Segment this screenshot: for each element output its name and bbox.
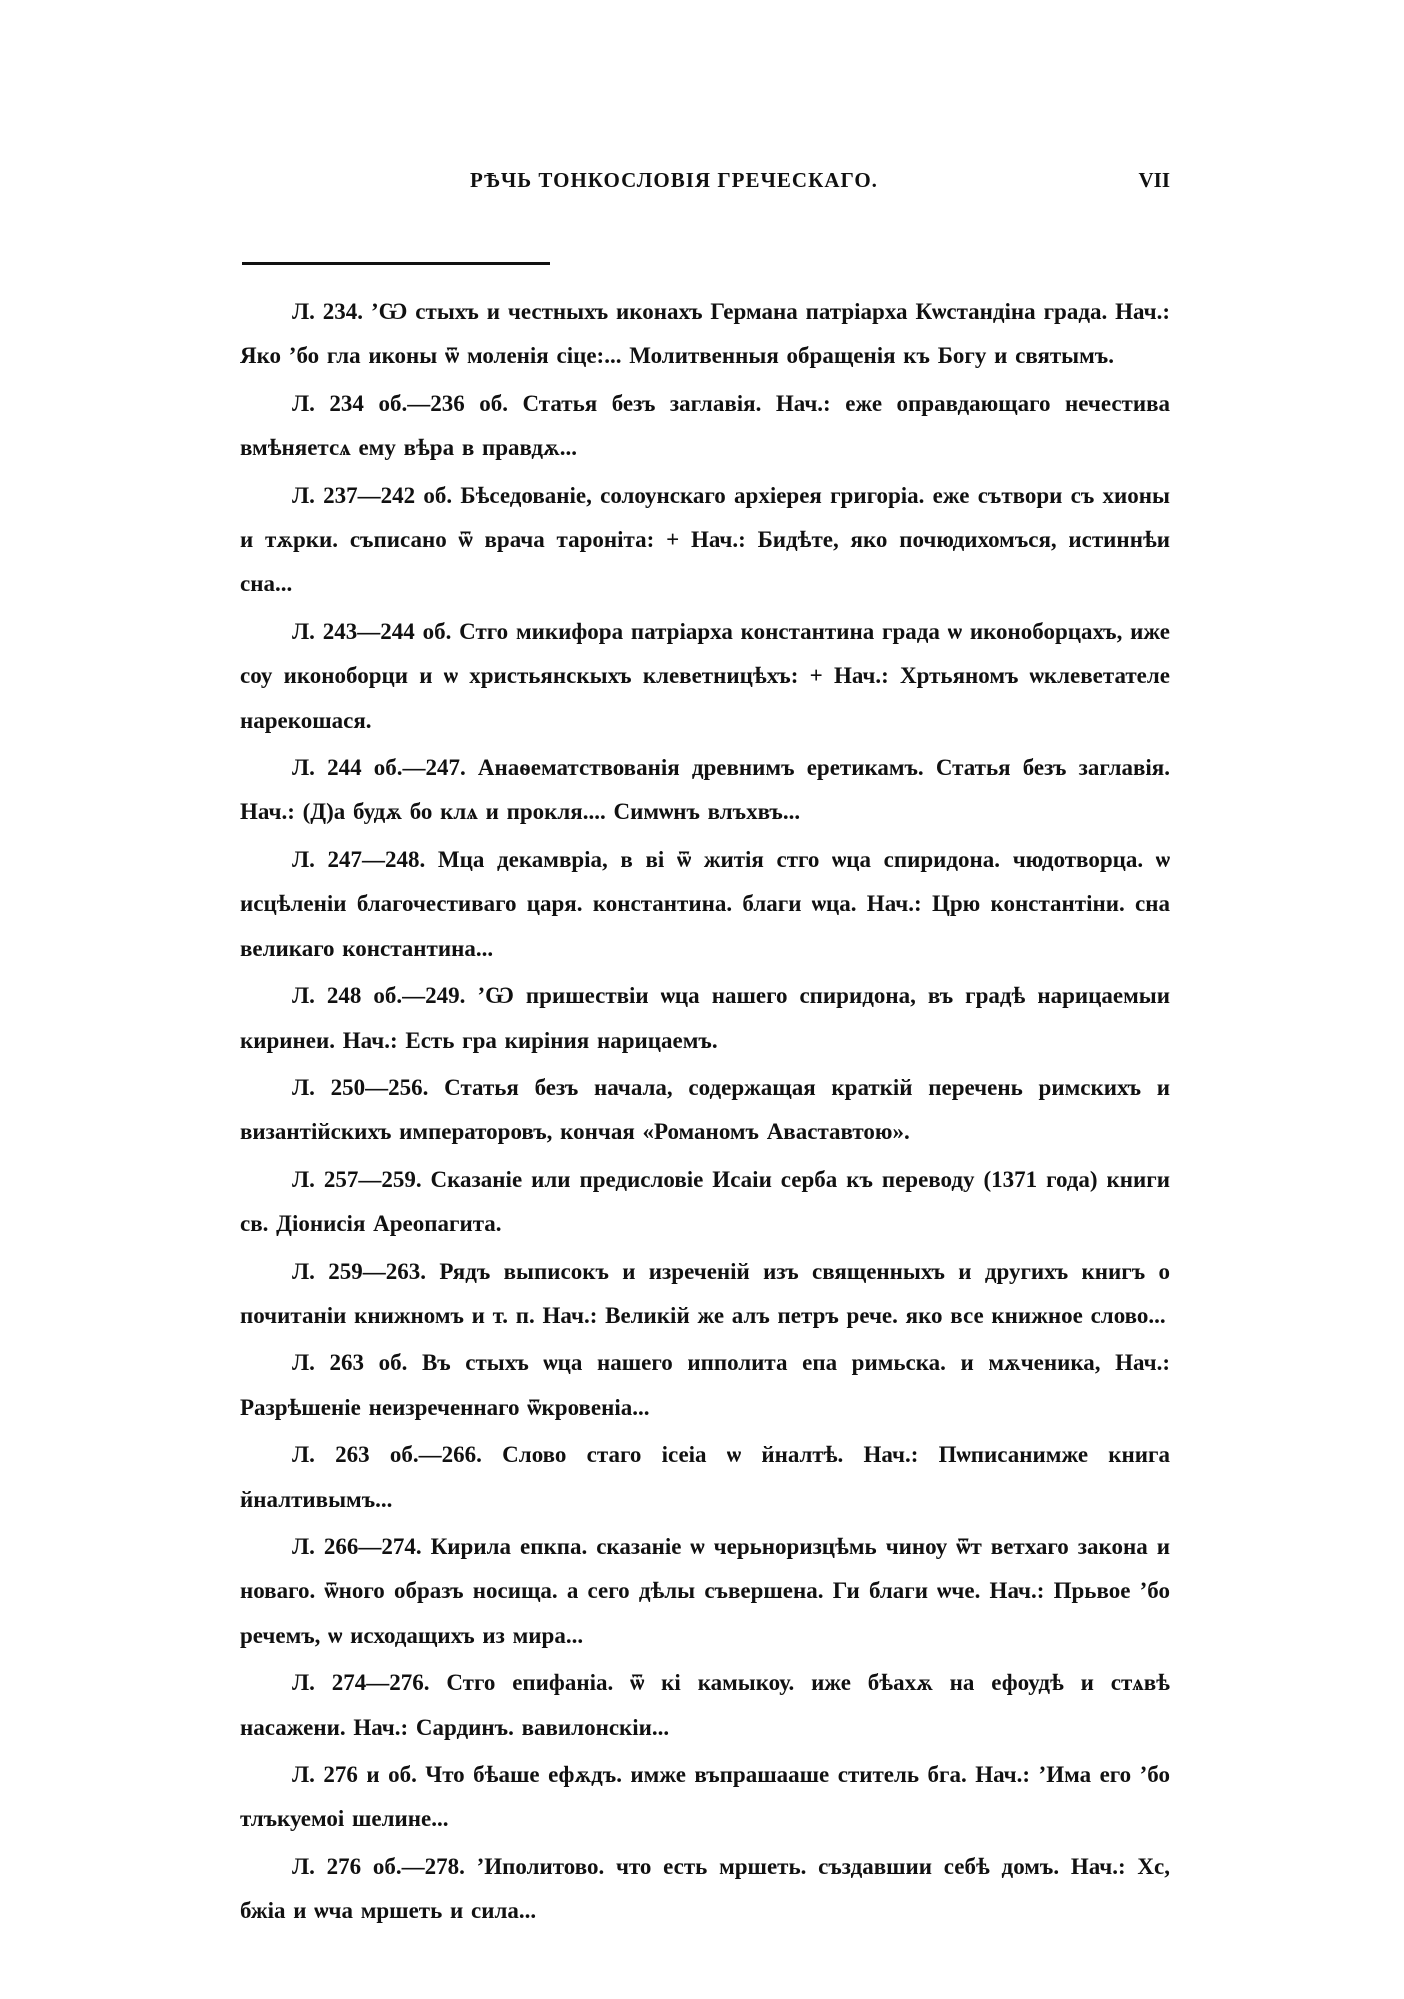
- entry-l250: Л. 250—256. Статья безъ начала, содержащая краткій перечень римскихъ и византійскихъ императоровъ, кончая «Романомъ Аваставтою».: [240, 1074, 1170, 1145]
- entry-l274: Л. 274—276. Стго епифаніа. ѿ кі камыкоу. иже бѣахѫ на ефоудѣ и стѧвѣ насажени. Нач.: Сардинъ. вавилонскіи...: [240, 1670, 1170, 1740]
- entry-l259: Л. 259—263. Рядъ выписокъ и изреченій изъ священныхъ и другихъ книгъ о почитаніи книжномъ и т. п. Нач.: Великій же алъ петръ рече. яко все книжное слово...: [240, 1258, 1170, 1328]
- entry-l243: Л. 243—244 об. Стго микифора патріарха константина града ѡ иконоборцахъ, иже соу иконоборци и ѡ христьянскыхъ клеветницѣхъ: + Нач.: Хртьяномъ ѡклеветателе нарекошася.: [240, 618, 1170, 733]
- entry-l247: Л. 247—248. Мца декамвріа, в ві ѿ житія стго ѡца спиридона. чюдотворца. ѡ исцѣленіи благочестиваго царя. константина. благи ѡца. Нач.: Црю константіни. сна великаго константина...: [240, 846, 1170, 961]
- entry-l276ob: Л. 276 об.—278. ʼИполитово. что есть мршеть. създавшии себѣ домъ. Нач.: Хс, бжіа и ѡча мршеть и сила...: [240, 1853, 1170, 1924]
- entry-l257: Л. 257—259. Сказаніе или предисловіе Исаіи серба къ переводу (1371 года) книги св. Діонисія Ареопагита.: [240, 1166, 1170, 1237]
- entry-l234: Л. 234. ʼѠ стыхъ и честныхъ иконахъ Германа патріарха Кѡстандіна града. Нач.: Яко ʼбо гла иконы ѿ моленія сіце:... Молитвенныя обращенія къ Богу и святымъ.: [240, 299, 1170, 369]
- page-header: [240, 168, 1170, 208]
- manuscript-entries: [240, 290, 1170, 1937]
- entry-l276: Л. 276 и об. Что бѣаше ефѫдъ. имже въпрашааше ститель бга. Нач.: ʼИма его ʼбо тлъкуемоі шелине...: [240, 1762, 1170, 1832]
- entry-l248ob: Л. 248 об.—249. ʼѠ пришествіи ѡца нашего спиридона, въ градѣ нарицаемыи киринеи. Нач.: Есть гра киріния нарицаемъ.: [240, 983, 1170, 1053]
- page-number: VII: [1138, 168, 1170, 192]
- running-title: РѢЧЬ ТОНКОСЛОВІЯ ГРЕЧЕСКАГО.: [470, 168, 878, 192]
- entry-l263ob: Л. 263 об. Въ стыхъ ѡца нашего ипполита епа римьска. и мѫченика, Нач.: Разрѣшеніе неизреченнаго ѿкровеніа...: [240, 1350, 1170, 1420]
- entry-l244ob: Л. 244 об.—247. Анаѳематствованія древнимъ еретикамъ. Статья безъ заглавія. Нач.: (Д)а будѫ бо клѧ и прокля.... Симѡнъ влъхвъ...: [240, 755, 1170, 825]
- entry-l234ob: Л. 234 об.—236 об. Статья безъ заглавія. Нач.: еже оправдающаго нечестива вмѣняетсѧ ему вѣра в правдѫ...: [240, 390, 1170, 461]
- entry-l266: Л. 266—274. Кирила епкпа. сказаніе ѡ черьноризцѣмь чиноу ѿт ветхаго закона и новаго. ѿного образъ носища. а сего дѣлы съвершена. Ги благи ѡче. Нач.: Прьвое ʼбо речемъ, ѡ исходащихъ из мира...: [240, 1533, 1170, 1648]
- entry-l263ob-266: Л. 263 об.—266. Слово стаго ісеіа ѡ йналтѣ. Нач.: Пѡписанимже книга йналтивымъ...: [240, 1442, 1170, 1512]
- separator-rule: [242, 262, 550, 265]
- entry-l237: Л. 237—242 об. Бѣседованіе, солоунскаго архіерея григоріа. еже сътвори съ хионы и тѫрки. съписано ѿ врача тароніта: + Нач.: Бидѣте, яко почюдихомъся, истиннѣи сна...: [240, 482, 1170, 597]
